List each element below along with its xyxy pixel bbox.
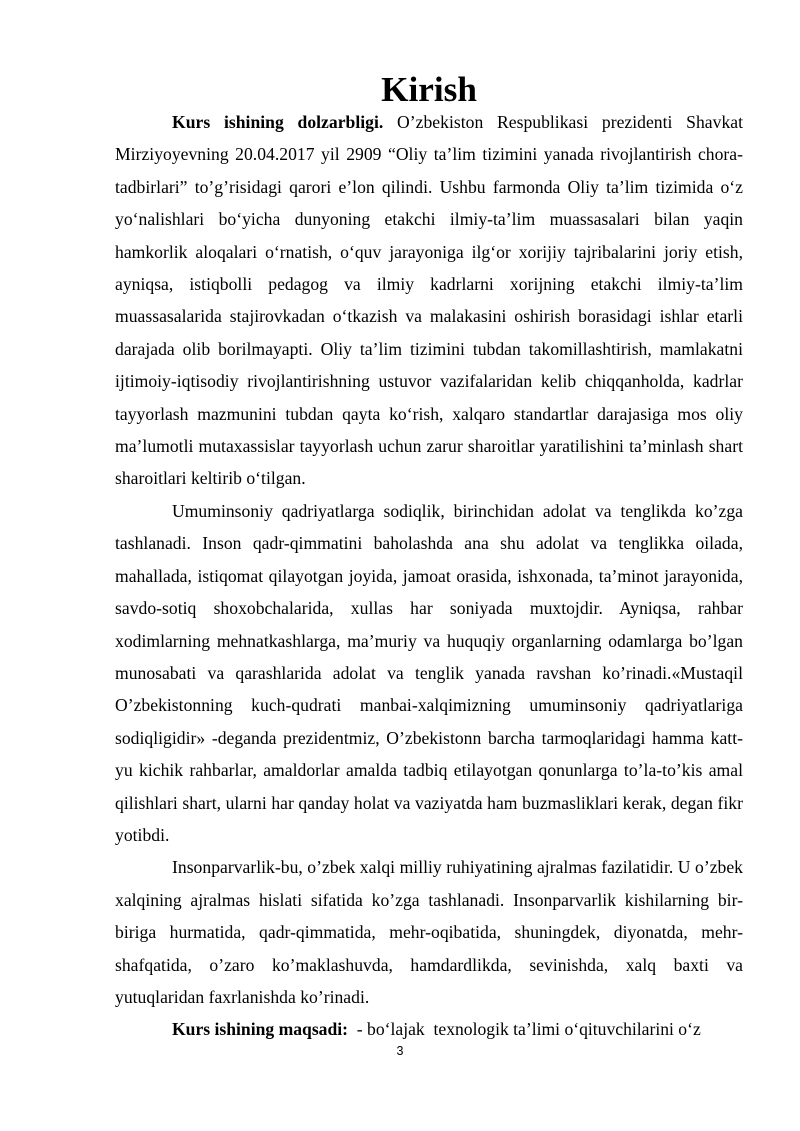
paragraph-lead: Kurs ishining dolzarbligi.: [172, 112, 384, 132]
section-title: Kirish: [381, 70, 477, 109]
page-number: 3: [396, 1044, 404, 1058]
document-page: [115, 68, 743, 1046]
paragraph-values: [115, 495, 743, 851]
paragraph-goal: [115, 1013, 743, 1045]
paragraph-relevance: [115, 106, 743, 495]
paragraph-text: Umuminsoniy qadriyatlarga sodiqlik, birinchidan adolat va tenglikda ko’zga tashlanadi. Inson qadr-qimmatini baholashda ana shu adolat va tenglikka oilada, mahallada, istiqomat qilayotgan joyida, jamoat orasida, ishxonada, ta’minot jarayonida, savdo-sotiq shoxobchalarida, xullas har soniyada muxtojdir. Ayniqsa, rahbar xodimlarning mehnatkashlarga, ma’muriy va huquqiy organlarning odamlarga bo’lgan munosabati va qarashlarida adolat va tenglik yanada ravshan ko’rinadi.«Mustaqil O’zbekistonning kuch-qudrati manbai-xalqimizning umuminsoniy qadriyatlariga sodiqligidir» -deganda prezidentmiz, O’zbekistonn barcha tarmoqlaridagi hamma katt-yu kichik rahbarlar, amaldorlar amalda tadbiq etilayotgan qonunlarga to’la-to’kis amal qilishlari shart, ularni har qanday holat va vaziyatda ham buzmasliklari kerak, degan fikr yotibdi.: [115, 500, 743, 845]
paragraph-lead: Kurs ishining maqsadi:: [172, 1019, 348, 1040]
paragraph-humanism: [115, 851, 743, 1013]
paragraph-text: - bo‘lajak texnologik ta’limi o‘qituvchilarini o‘z: [348, 1019, 701, 1040]
paragraph-text: Insonparvarlik-bu, o’zbek xalqi milliy ruhiyatining ajralmas fazilatidir. U o’zbek xalqining ajralmas hislati sifatida ko’zga tashlanadi. Insonparvarlik kishilarning bir-biriga hurmatida, qadr-qimmatida, mehr-oqibatida, shuningdek, diyonatda, mehr-shafqatida, o’zaro ko’maklashuvda, hamdardlikda, sevinishda, xalq baxti va yutuqlaridan faxrlanishda ko’rinadi.: [115, 857, 743, 1007]
paragraph-text: O’zbekiston Respublikasi prezidenti Shavkat Mirziyoyevning 20.04.2017 yil 2909 “Oliy ta’lim tizimini yanada rivojlantirish chora-tadbirlari” to’g’risidagi qarori e’lon qilindi. Ushbu farmonda Oliy ta’lim tizimida o‘z yo‘nalishlari bo‘yicha dunyoning etakchi ilmiy-ta’lim muassasalari bilan yaqin hamkorlik aloqalari o‘rnatish, o‘quv jarayoniga ilg‘or xorijiy tajribalarini joriy etish, ayniqsa, istiqbolli pedagog va ilmiy kadrlarni xorijning etakchi ilmiy-ta’lim muassasalarida stajirovkadan o‘tkazish va malakasini oshirish borasidagi ishlar etarli darajada olib borilmayapti. Oliy ta’lim tizimini tubdan takomillashtirish, mamlakatni ijtimoiy-iqtisodiy rivojlantirishning ustuvor vazifalaridan kelib chiqqanholda, kadrlar tayyorlash mazmunini tubdan qayta ko‘rish, xalqaro standartlar darajasiga mos oliy ma’lumotli mutaxassislar tayyorlash uchun zarur sharoitlar yaratilishini ta’minlash shart sharoitlari keltirib o‘tilgan.: [115, 112, 743, 489]
